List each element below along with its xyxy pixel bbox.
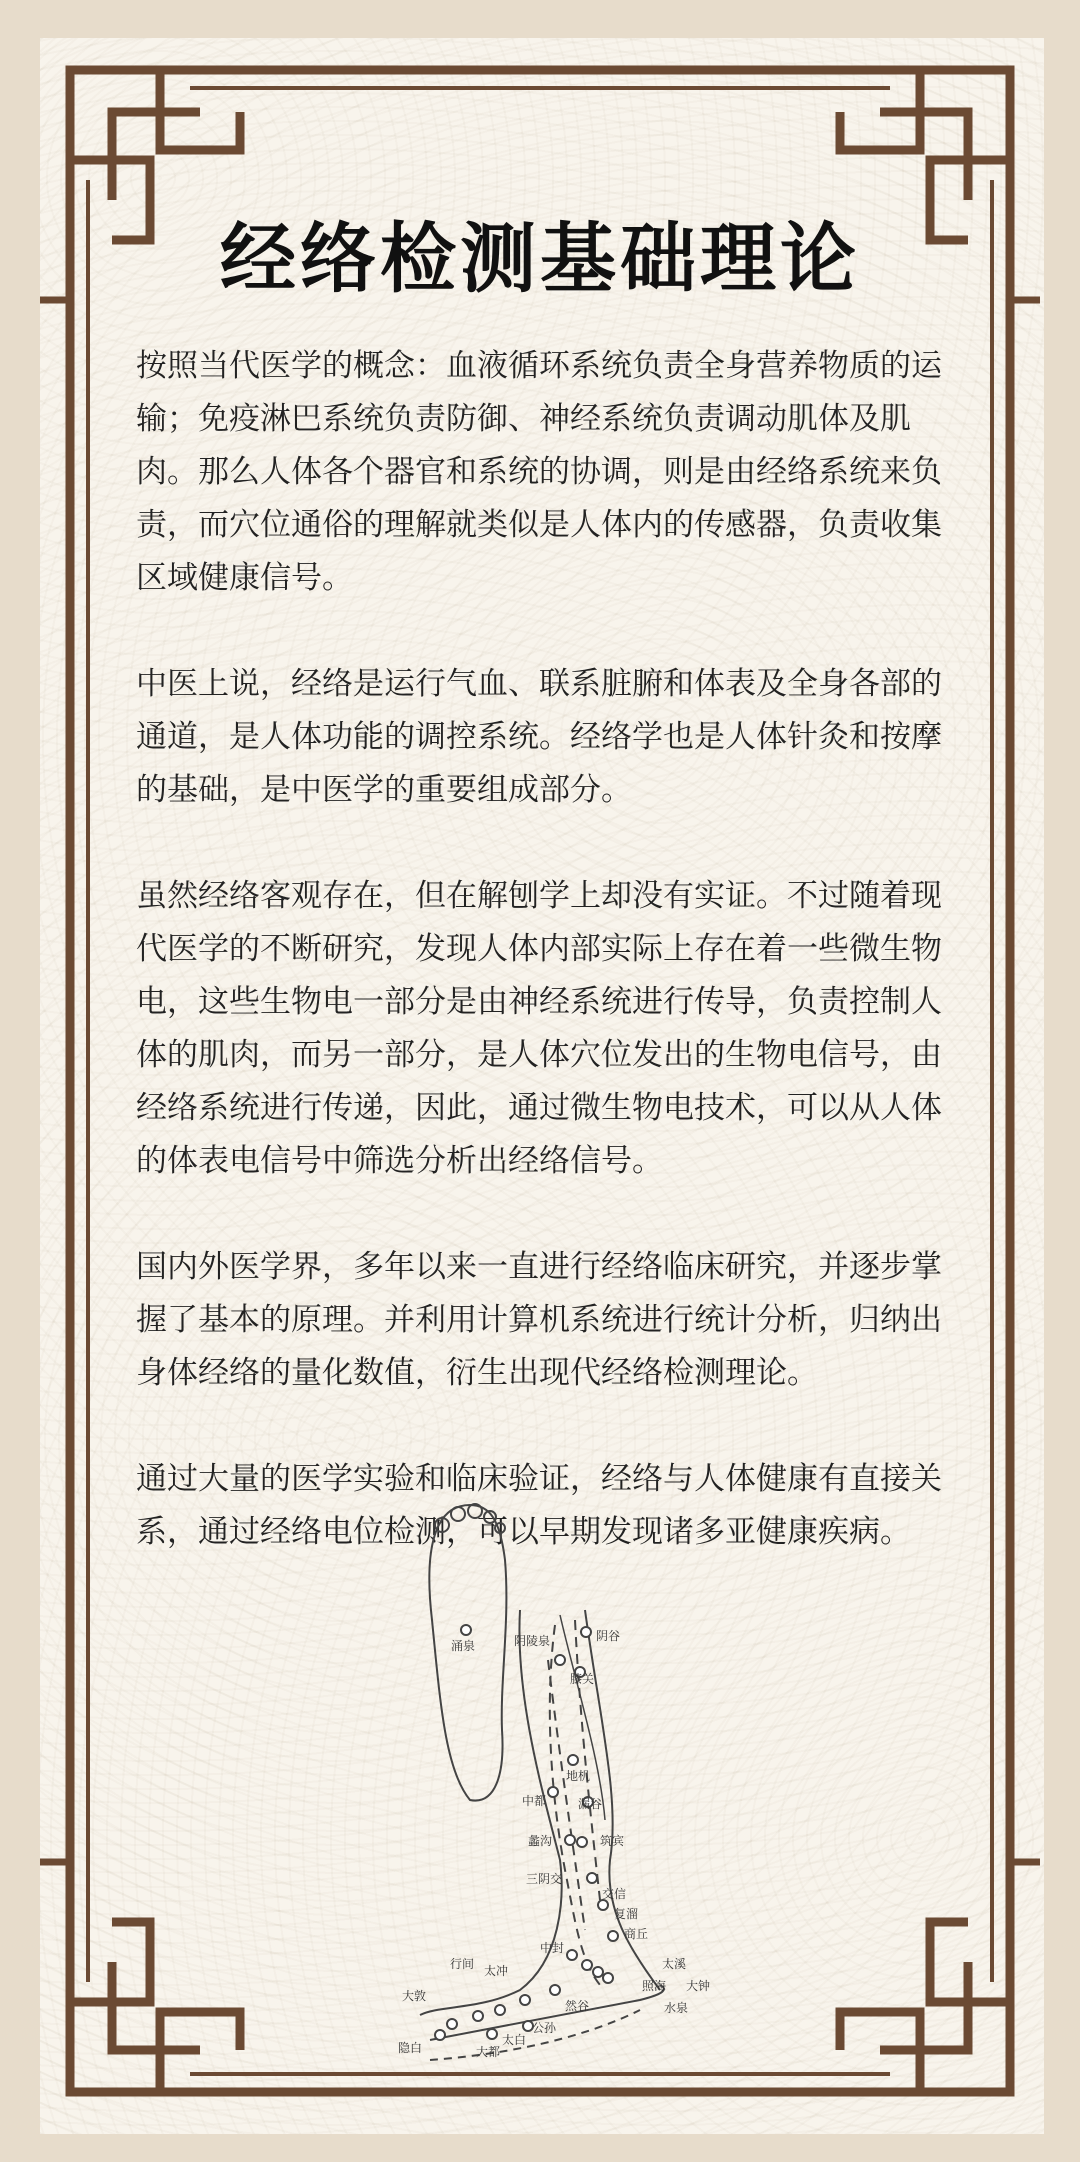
label-zhongdu: 中都 (522, 1794, 547, 1808)
label-rangu: 然谷 (565, 1999, 590, 2013)
label-yingu: 阴谷 (596, 1629, 621, 1643)
paragraph-2: 中医上说，经络是运行气血、联系脏腑和体表及全身各部的通道，是人体功能的调控系统。经络学也是人体针灸和按摩的基础，是中医学的重要组成部分。 (136, 666, 942, 808)
label-zhubin: 筑宾 (600, 1834, 625, 1848)
label-taixi: 太溪 (662, 1957, 687, 1971)
label-lougu: 漏谷 (578, 1797, 603, 1811)
label-shangqiu: 商丘 (624, 1927, 649, 1941)
label-zhongfeng: 中封 (540, 1941, 565, 1955)
label-dazhong: 大钟 (686, 1979, 711, 1993)
label-shuiquan: 水泉 (664, 2001, 689, 2015)
label-yongquan: 涌泉 (451, 1639, 476, 1653)
label-taichong: 太冲 (484, 1964, 509, 1978)
label-fuliu: 复溜 (614, 1907, 639, 1921)
paragraph-1: 按照当代医学的概念：血液循环系统负责全身营养物质的运输；免疫淋巴系统负责防御、神经系统负责调动肌体及肌肉。那么人体各个器官和系统的协调，则是由经络系统来负责，而穴位通俗的理解就类似是人体内的传感器，负责收集区域健康信号。 (136, 348, 942, 596)
label-xiguan: 膝关 (570, 1672, 595, 1686)
label-zhaohai: 照海 (642, 1979, 667, 1993)
label-yinbai: 隐白 (398, 2041, 423, 2055)
label-jiaoxin: 交信 (602, 1887, 627, 1901)
paragraph-4: 国内外医学界，多年以来一直进行经络临床研究，并逐步掌握了基本的原理。并利用计算机系统进行统计分析，归纳出身体经络的量化数值，衍生出现代经络检测理论。 (136, 1249, 942, 1391)
paragraph-5: 通过大量的医学实验和临床验证，经络与人体健康有直接关系，通过经络电位检测，可以早期发现诸多亚健康疾病。 (136, 1461, 942, 1550)
label-dadu: 大都 (476, 2045, 501, 2059)
label-dadun: 大敦 (402, 1989, 427, 2003)
label-gongsun: 公孙 (532, 2021, 557, 2035)
label-diji: 地机 (566, 1769, 591, 1783)
label-yinlingquan: 阴陵泉 (514, 1634, 551, 1648)
page-title: 经络检测基础理论 (220, 214, 860, 303)
label-sanyinjiao: 三阴交 (526, 1872, 563, 1886)
label-taibai: 太白 (502, 2033, 527, 2047)
label-xingjian: 行间 (450, 1957, 475, 1971)
label-ligou: 蠡沟 (528, 1834, 553, 1848)
paragraph-3: 虽然经络客观存在，但在解刨学上却没有实证。不过随着现代医学的不断研究，发现人体内部实际上存在着一些微生物电，这些生物电一部分是由神经系统进行传导，负责控制人体的肌肉，而另一部分，是人体穴位发出的生物电信号，由经络系统进行传递，因此，通过微生物电技术，可以从人体的体表电信号中筛选分析出经络信号。 (136, 878, 942, 1179)
